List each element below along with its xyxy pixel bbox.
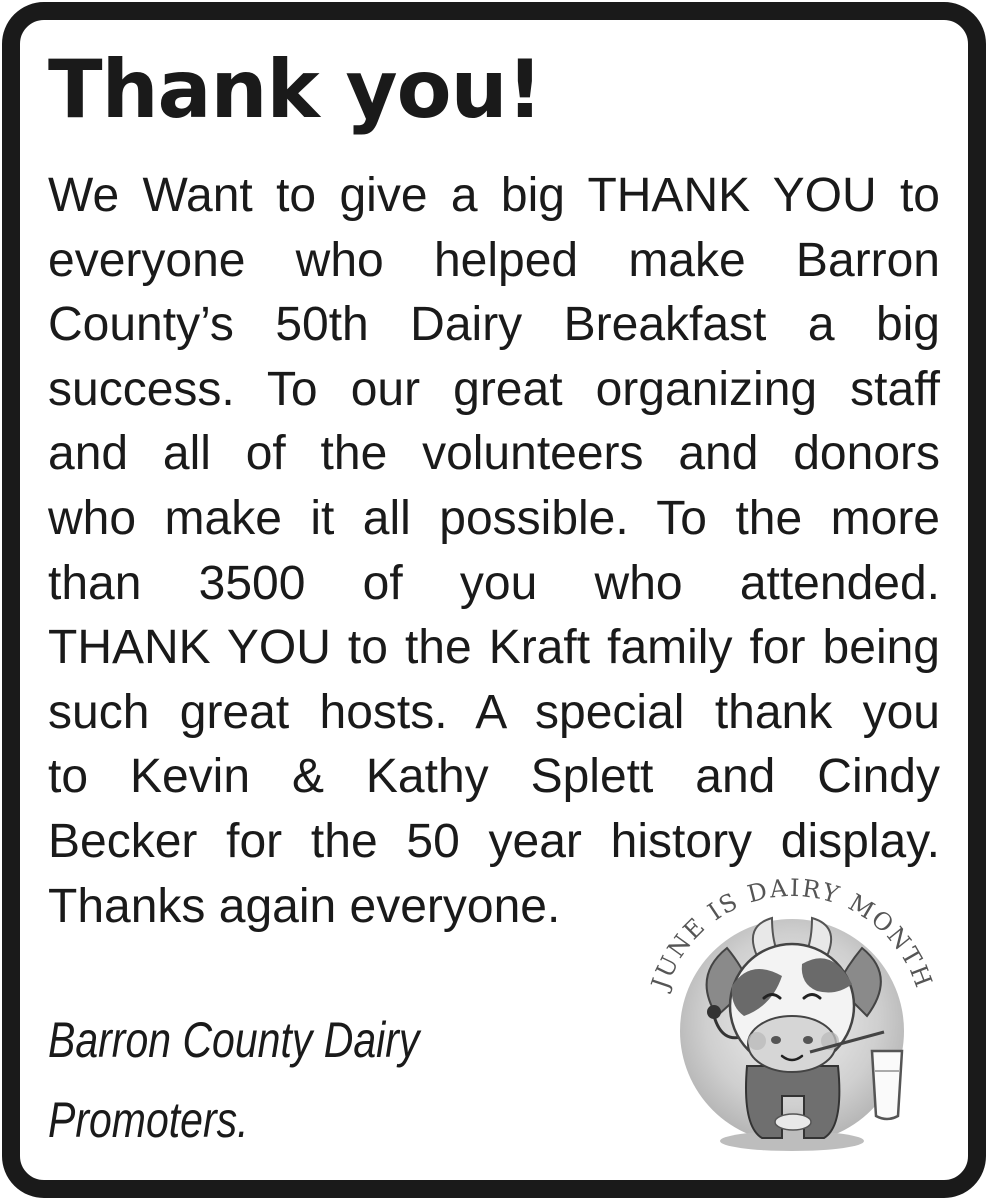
body-line: success. To our great organizing staff: [48, 362, 940, 416]
body-line: such great hosts. A special thank you: [48, 685, 940, 739]
dairy-month-emblem: [632, 866, 952, 1166]
emblem-arc-text: JUNE IS DAIRY MONTH: [645, 873, 939, 993]
body-line: to Kevin & Kathy Splett and Cindy: [48, 750, 940, 804]
body-line: County’s 50th Dairy Breakfast a big: [48, 298, 940, 352]
signature-line: Barron County Dairy: [48, 1012, 420, 1068]
signature-block: [48, 1000, 419, 1160]
body-line: THANK YOU to the Kraft family for being: [48, 621, 940, 675]
body-line: Thanks again everyone.: [48, 879, 561, 933]
body-line: and all of the volunteers and donors: [48, 427, 940, 481]
body-line: We Want to give a big THANK YOU to: [48, 169, 940, 222]
body-line: who make it all possible. To the more: [48, 491, 940, 545]
signature-line: Promoters.: [48, 1092, 249, 1148]
body-line: Becker for the 50 year history display.: [48, 814, 940, 868]
ad-body-text: [48, 164, 940, 939]
ad-title: Thank you!: [48, 43, 543, 136]
body-line: than 3500 of you who attended.: [48, 556, 940, 610]
milk-glass-icon: [872, 1051, 902, 1119]
body-line: everyone who helped make Barron: [48, 233, 940, 287]
